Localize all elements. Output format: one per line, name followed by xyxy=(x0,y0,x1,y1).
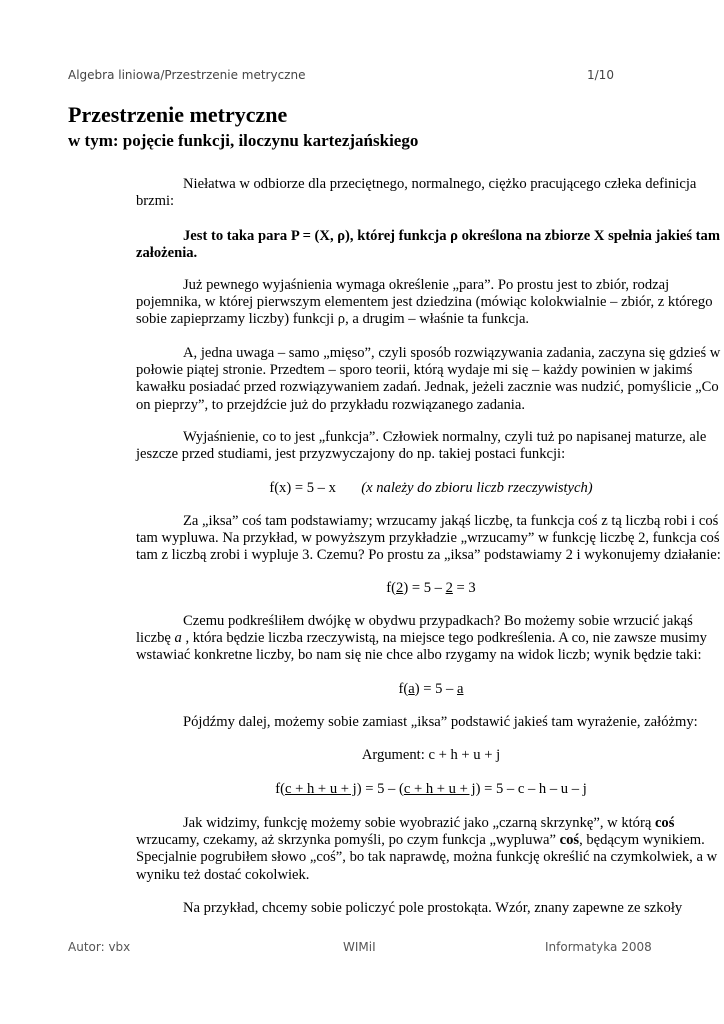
formula-f3-underlined: a xyxy=(408,681,415,697)
paragraph-underline xyxy=(136,613,724,665)
formula-f5-part: ) = 5 – ( xyxy=(356,781,404,797)
formula-f4: Argument: c + h + u + j xyxy=(361,747,501,763)
paragraph-black-box-bold: coś xyxy=(559,832,580,849)
paragraph-function: Wyjaśnienie, co to jest „funkcja”. Człowiek normalny, czyli tuż po napisanej maturze, ale jeszcze przed studiami, jest przyzwyczajony do np. takiej postaci funkcji: xyxy=(136,429,707,463)
formula-f3-part: f( xyxy=(398,681,409,697)
formula-f3-part: ) = 5 – xyxy=(414,681,457,697)
formula-f2-part: = 3 xyxy=(452,580,476,596)
paragraph-black-box-bold: coś xyxy=(654,815,675,831)
paragraph-intro: Niełatwa w odbiorze dla przeciętnego, normalnego, ciężko pracującego człeka definicja brzmi: xyxy=(136,176,697,210)
formula-f2-part: ) = 5 – xyxy=(403,580,446,596)
paragraph-black-box-e: , będącym wynikiem. Specjalnie pogrubiłem słowo „coś”, bo tak naprawdę, można funkcję określić na czymkolwiek, a w wyniku też dostać cokolwiek. xyxy=(136,832,718,883)
formula-f5-underlined: c + h + u + j xyxy=(284,781,357,797)
formula-f5-part: f( xyxy=(275,781,285,797)
paragraph-underline-b: , która będzie liczba rzeczywistą, na miejsce tego podkreślenia. A co, nie zawsze musimy wstawiać konkretne liczby, bo nam się nie chce albo rzygamy na widok liczb; wynik będzie taki: xyxy=(136,630,707,664)
formula-f1-main: f(x) = 5 – x xyxy=(269,480,336,496)
paragraph-underline-var: a xyxy=(174,630,182,647)
formula-f2-underlined: 2 xyxy=(445,580,453,596)
header-page-number: 1/10 xyxy=(587,68,614,82)
paragraph-expression: Pójdźmy dalej, możemy sobie zamiast „iksa” podstawić jakieś tam wyrażenie, załóżmy: xyxy=(183,714,698,730)
document-subtitle: w tym: pojęcie funkcji, iloczynu kartezjańskiego xyxy=(68,131,419,150)
document-title: Przestrzenie metryczne xyxy=(68,102,288,127)
paragraph-pair: Już pewnego wyjaśnienia wymaga określenie „para”. Po prostu jest to zbiór, rodzaj pojemnika, w której pierwszym elementem jest dziedzina (mówiąc kolokwialnie – zbiór, z którego sobie zapieprzamy liczby) funkcji ρ, a drugim – właśnie ta funkcja. xyxy=(136,277,713,328)
paragraph-black-box-c: wrzucamy, czekamy, aż skrzynka pomyśli, po czym funkcja „wypluwa” xyxy=(136,832,560,849)
formula-f2-underlined: 2 xyxy=(396,580,404,596)
paragraph-note: A, jedna uwaga – samo „mięso”, czyli sposób rozwiązywania zadania, zaczyna się gdzieś w połowie piątej stronie. Przedtem – sporo teorii, którą wydaje mi się – każdy powinien w jakimś kawałku posiadać przed rozwiązywaniem zadań. Jednak, jeżeli zacznie was nudzić, pomyślicie „Co on pieprzy”, to przejdźcie już do przykładu rozwiązanego zadania. xyxy=(136,345,721,413)
paragraph-underline-a: Czemu podkreśliłem dwójkę w obydwu przypadkach? Bo możemy sobie wrzucić jakąś liczbę xyxy=(136,613,693,647)
formula-f2-part: f( xyxy=(386,580,397,596)
footer-year: Informatyka 2008 xyxy=(545,940,652,954)
paragraph-definition: Jest to taka para P = (X, ρ), której funkcja ρ określona na zbiorze X spełnia jakieś tam założenia. xyxy=(136,228,720,262)
formula-f3 xyxy=(136,681,724,698)
paragraph-rectangle: Na przykład, chcemy sobie policzyć pole prostokąta. Wzór, znany zapewne ze szkoły xyxy=(183,900,683,916)
footer-faculty: WIMiI xyxy=(343,940,376,954)
formula-f2 xyxy=(136,580,724,597)
formula-f3-underlined: a xyxy=(457,681,464,697)
formula-f5 xyxy=(136,781,724,798)
formula-f1 xyxy=(136,480,724,497)
footer-author: Autor: vbx xyxy=(68,940,131,954)
paragraph-black-box xyxy=(136,815,724,884)
header-title: Algebra liniowa/Przestrzenie metryczne xyxy=(68,68,306,82)
formula-f1-note: (x należy do zbioru liczb rzeczywistych) xyxy=(361,480,593,496)
formula-f5-part: ) = 5 – c – h – u – j xyxy=(475,781,587,797)
paragraph-black-box-a: Jak widzimy, funkcję możemy sobie wyobrazić jako „czarną skrzynkę”, w którą xyxy=(183,815,655,831)
formula-f5-underlined: c + h + u + j xyxy=(403,781,476,797)
paragraph-substitution: Za „iksa” coś tam podstawiamy; wrzucamy jakąś liczbę, ta funkcja coś z tą liczbą robi i coś tam wypluwa. Na przykład, w powyższym przykładzie „wrzucamy” w funkcję liczbę 2, funkcja coś tam z liczbą zrobi i wypluje 3. Czemu? Po prostu za „iksa” podstawiamy 2 i wykonujemy działanie: xyxy=(136,513,721,564)
